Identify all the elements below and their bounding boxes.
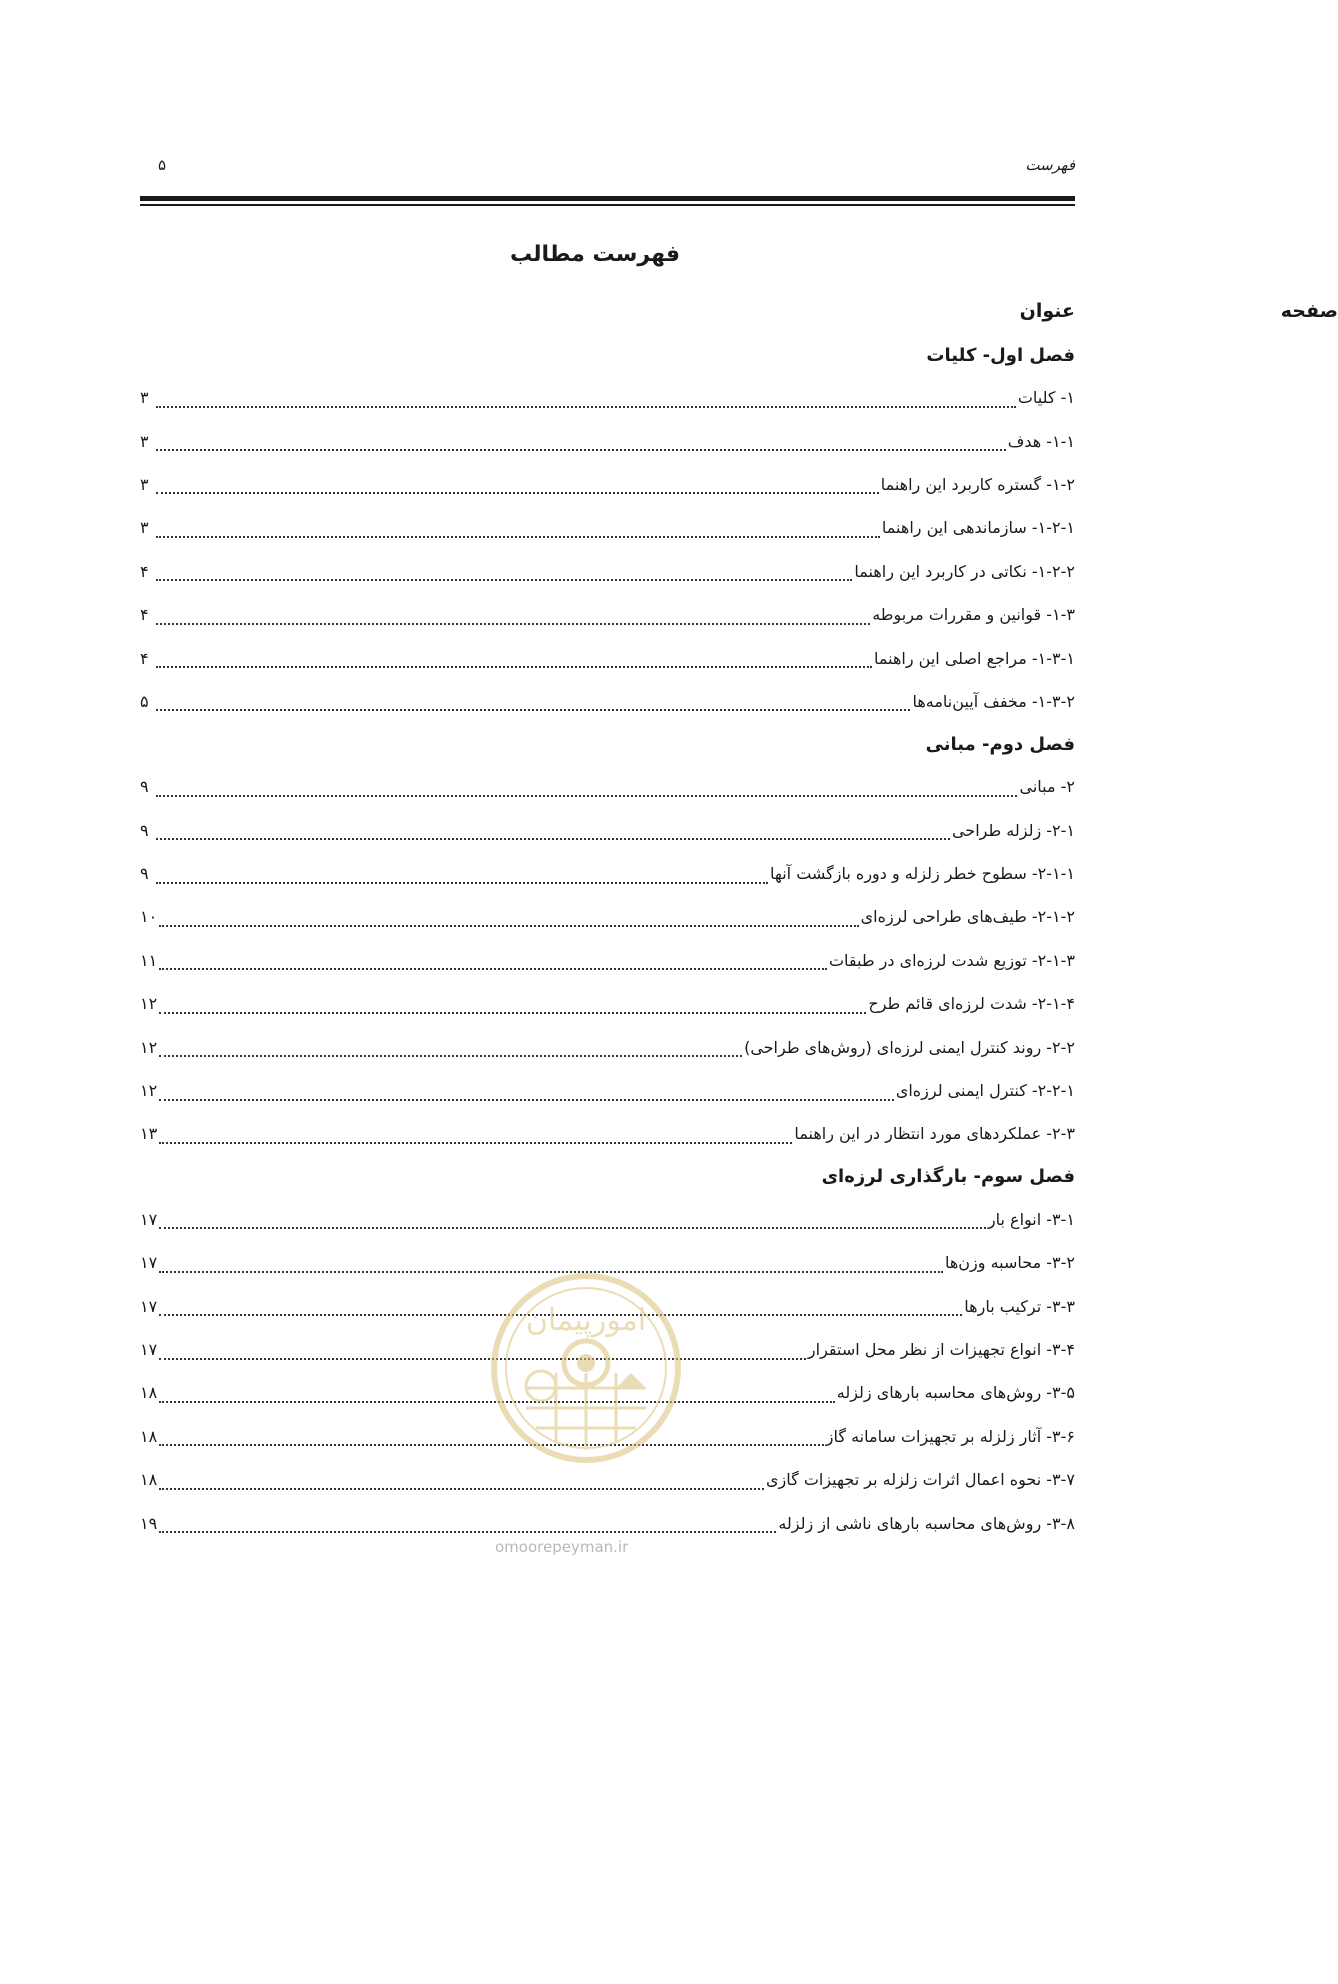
toc-entry-page: ۱۲ [140,1081,158,1101]
toc-entry-title: ۱-۱- هدف [1007,431,1075,451]
toc-entry-title: ۲-۱-۲- طیف‌های طراحی لرزه‌ای [860,907,1075,927]
toc-entry[interactable] [140,939,1075,982]
toc-entry[interactable] [140,1198,1075,1241]
toc-entry-page: ۱۰ [140,907,158,927]
dot-leader [159,1344,806,1360]
toc-entry-title: ۲-۳- عملکردهای مورد انتظار در این راهنما [794,1124,1075,1144]
dot-leader [156,824,950,840]
toc-entry-title: ۱-۲-۲- نکاتی در کاربرد این راهنما [854,561,1075,581]
watermark-url: omoorepeyman.ir [495,1538,629,1556]
page-number: ۵ [158,156,167,174]
dot-leader [156,392,1016,408]
toc-entry[interactable] [140,376,1075,419]
toc-entry[interactable] [140,636,1075,679]
toc-entry-title: ۳-۷- نحوه اعمال اثرات زلزله بر تجهیزات گازی [766,1470,1075,1490]
toc-entry-title: ۲- مبانی [1019,777,1075,797]
toc-entry-title: ۳-۸- روش‌های محاسبه بارهای ناشی از زلزله [778,1513,1075,1533]
toc-entry-title: ۳-۲- محاسبه وزن‌ها [944,1253,1075,1273]
toc-entry[interactable] [140,680,1075,723]
toc-entry-page: ۱۸ [140,1383,158,1403]
toc-entry-page: ۱۸ [140,1426,158,1446]
toc-entry-page: ۱۷ [140,1253,158,1273]
header-rule-thick [140,196,1075,201]
dot-leader [156,609,870,625]
dot-leader [156,868,768,884]
dot-leader [159,998,866,1014]
toc-entry-title: ۱-۲- گستره کاربرد این راهنما [880,474,1075,494]
dot-leader [156,522,880,538]
dot-leader [156,565,852,581]
toc-entry[interactable] [140,852,1075,895]
toc-entry-page: ۹ [140,820,149,840]
toc-entry-page: ۱۲ [140,994,158,1014]
dot-leader [159,1213,986,1229]
toc-entry[interactable] [140,809,1075,852]
toc-entry-title: ۲-۱-۱- سطوح خطر زلزله و دوره بازگشت آنها [769,864,1075,884]
dot-leader [156,478,879,494]
toc-entry-page: ۴ [140,605,149,625]
toc-entry-page: ۳ [140,431,149,451]
toc-entry-page: ۳ [140,474,149,494]
toc-entry[interactable] [140,463,1075,506]
toc-entry[interactable] [140,419,1075,462]
dot-leader [156,695,910,711]
toc-entry-page: ۴ [140,561,149,581]
toc-entry-title: ۳-۱- انواع بار [987,1209,1075,1229]
toc-entry-title: ۲-۱-۳- توزیع شدت لرزه‌ای در طبقات [828,950,1075,970]
toc-entry[interactable] [140,765,1075,808]
toc-entry-page: ۵ [140,691,149,711]
toc-entry-title: ۳-۴- انواع تجهیزات از نظر محل استقرار [807,1340,1075,1359]
toc-entry-page: ۱۲ [140,1037,158,1057]
toc-entry-title: ۱-۳-۱- مراجع اصلی این راهنما [874,648,1075,668]
toc-title: فهرست مطالب [509,242,681,267]
toc-entry-title: ۲-۲-۱- کنترل ایمنی لرزه‌ای [895,1081,1075,1101]
toc-entry-title: ۲-۱-۴- شدت لرزه‌ای قائم طرح [868,994,1075,1014]
toc-entry[interactable] [140,506,1075,549]
toc-entry-page: ۱۱ [140,950,158,970]
toc-entry-title: ۲-۱- زلزله طراحی [951,820,1075,840]
toc-entry-page: ۱۹ [140,1513,158,1533]
toc-entry-page: ۳ [140,388,149,408]
dot-leader [159,1128,792,1144]
dot-leader [159,1085,894,1101]
toc-entry-page: ۱۳ [140,1124,158,1144]
header-rule-thin [140,204,1075,206]
toc-entry-title: ۱-۳-۲- مخفف آیین‌نامه‌ها [912,691,1075,711]
dot-leader [156,652,872,668]
toc-entry-page: ۹ [140,777,149,797]
toc-entry-page: ۱۷ [140,1209,158,1229]
toc-entry[interactable] [140,1112,1075,1155]
dot-leader [159,1517,776,1533]
chapter-heading: فصل دوم- مبانی [925,733,1075,755]
running-title: فهرست [1025,156,1075,174]
watermark-logo-icon [486,1268,686,1468]
toc-entry-page: ۱۸ [140,1470,158,1490]
toc-entry[interactable] [140,895,1075,938]
toc-entry-page: ۴ [140,648,149,668]
toc-entry-title: ۳-۵- روش‌های محاسبه بارهای زلزله [836,1383,1075,1403]
toc-entry[interactable] [140,1069,1075,1112]
watermark-logo-text: امورپیمان [525,1303,647,1338]
column-heading-title: عنوان [1019,300,1075,322]
toc-entry-title: ۳-۳- ترکیب بارها [964,1296,1075,1316]
toc-entry-title: ۱- کلیات [1017,388,1075,408]
toc-entry[interactable] [140,593,1075,636]
toc-entry-page: ۳ [140,518,149,538]
toc-entry-page: ۱۷ [140,1340,158,1359]
toc-entry-page: ۱۷ [140,1296,158,1316]
toc-entry[interactable] [140,550,1075,593]
toc-entry-title: ۱-۳- قوانین و مقررات مربوطه [872,605,1075,625]
dot-leader [159,911,858,927]
toc-entry-title: ۲-۲- روند کنترل ایمنی لرزه‌ای (روش‌های طراحی) [744,1037,1075,1057]
chapter-heading: فصل سوم- بارگذاری لرزه‌ای [821,1166,1075,1188]
toc-entry[interactable] [140,982,1075,1025]
dot-leader [159,1041,742,1057]
toc-entry[interactable] [140,1025,1075,1068]
dot-leader [159,1474,764,1490]
chapter-heading: فصل اول- کلیات [926,344,1075,366]
dot-leader [156,781,1017,797]
column-heading-page: صفحه [1280,300,1338,322]
toc-entry-title: ۳-۶- آثار زلزله بر تجهیزات سامانه گاز [825,1426,1075,1446]
toc-entry-title: ۱-۲-۱- سازماندهی این راهنما [881,518,1075,538]
toc-entry-page: ۹ [140,864,149,884]
dot-leader [156,435,1006,451]
dot-leader [159,954,827,970]
